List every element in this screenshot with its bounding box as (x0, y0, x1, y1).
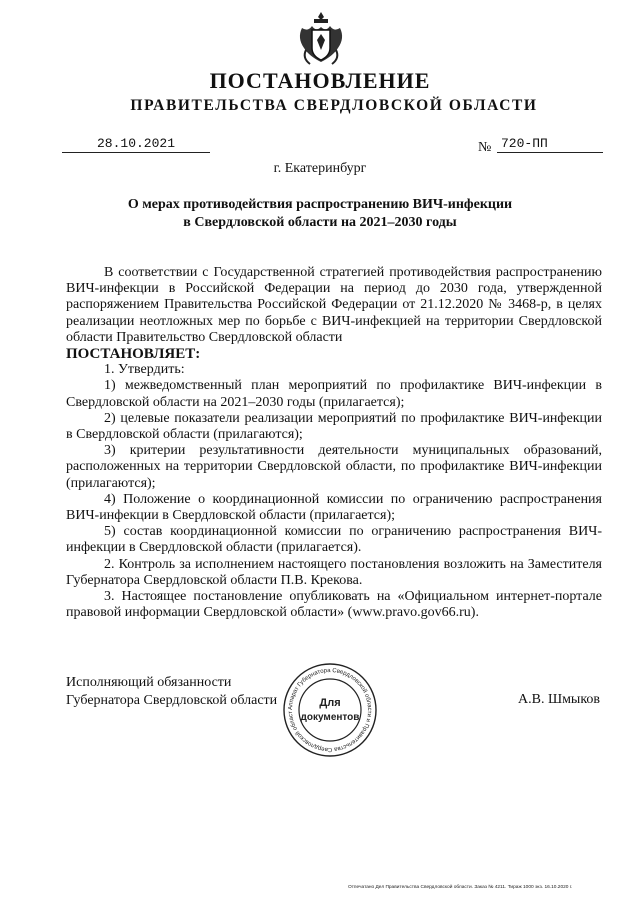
list-item: 1. Утвердить: (104, 362, 185, 378)
city: г. Екатеринбург (273, 161, 367, 176)
position-line-2: Губернатора Свердловской области (66, 693, 278, 708)
print-footer: Отпечатано Дел Правительства Свердловской области. Заказ № 4211. Тираж 1000 экз. 16.10.2020 г. (348, 885, 573, 890)
document-number: 720-ПП (497, 136, 603, 153)
list-item: 3) критерии результативности деятельности муниципальных образований, расположенных на территории Свердловской области, по профилактике ВИЧ-инфекции (прилагаются); (66, 443, 602, 491)
preamble-paragraph: В соответствии с Государственной стратегией противодействия распространению ВИЧ-инфекции в Российской Федерации на период до 2030 года, утвержденной распоряжением Правительства Российской Федерации от 21.12.2020 № 3468-р, в целях реализации неотложных мер по борьбе с ВИЧ-инфекцией на территории Свердловской области Правительство Свердловской области (66, 265, 602, 345)
coat-of-arms-icon (296, 10, 346, 68)
title-line-2: в Свердловской области на 2021–2030 годы (183, 215, 457, 230)
issuer-heading: ПРАВИТЕЛЬСТВА СВЕРДЛОВСКОЙ ОБЛАСТИ (130, 97, 538, 114)
list-item: 2. Контроль за исполнением настоящего постановления возложить на Заместителя Губернатора Свердловской области П.В. Крекова. (66, 556, 602, 588)
document-title (90, 196, 550, 232)
list-item: 5) состав координационной комиссии по ограничению распространения ВИЧ-инфекции в Свердловской области (прилагается). (66, 524, 602, 556)
signatory-name: А.В. Шмыков (518, 692, 601, 707)
signatory-position (66, 674, 277, 710)
document-date: 28.10.2021 (62, 136, 210, 153)
list-item: 2) целевые показатели реализации мероприятий по профилактике ВИЧ-инфекции в Свердловской области (прилагаются); (66, 410, 602, 443)
document-type-heading: ПОСТАНОВЛЕНИЕ (209, 68, 431, 93)
list-item: 3. Настоящее постановление опубликовать на «Официальном интернет-портале правовой информации Свердловской области» (www.pravo.gov66.ru). (66, 589, 602, 621)
decree-word: ПОСТАНОВЛЯЕТ: (66, 346, 201, 363)
official-stamp (280, 660, 380, 760)
stamp-ring-text: Аппарат Губернатора Свердловской области и Правительства Свердловской област (287, 667, 373, 753)
number-label: № (478, 140, 492, 155)
document-body (66, 265, 602, 621)
list-item: 4) Положение о координационной комиссии по ограничению распространения ВИЧ-инфекции в Свердловской области (прилагается); (66, 491, 602, 524)
stamp-center-line-2: документов (300, 712, 360, 723)
title-line-1: О мерах противодействия распространению ВИЧ-инфекции (127, 197, 513, 212)
stamp-center-line-1: Для (319, 697, 341, 709)
position-line-1: Исполняющий обязанности (66, 675, 232, 690)
list-item: 1) межведомственный план мероприятий по профилактике ВИЧ-инфекции в Свердловской области на 2021–2030 годы (прилагается); (66, 378, 602, 410)
